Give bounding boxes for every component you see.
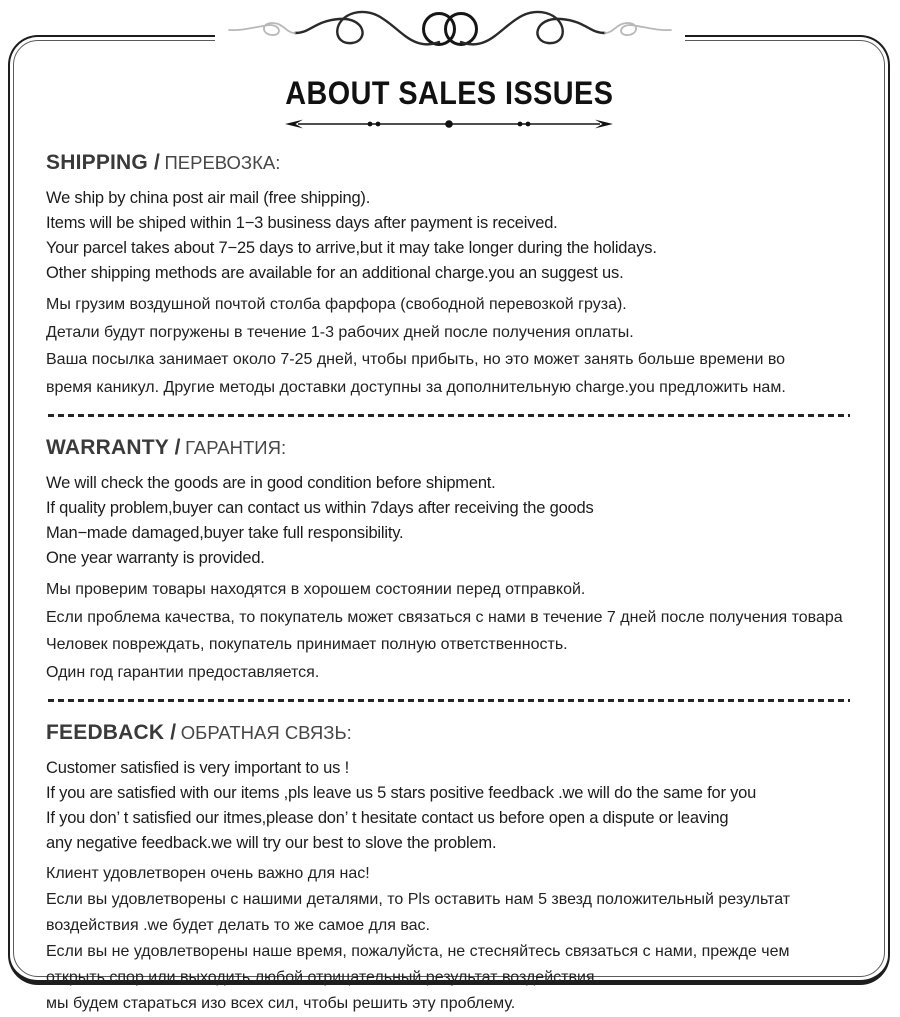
- text-line: Если вы удовлетворены с нашими деталями, то Pls оставить нам 5 звезд положительный результат: [46, 891, 791, 908]
- section-heading-warranty: [46, 435, 852, 463]
- page-title: ABOUT SALES ISSUES: [284, 75, 614, 111]
- text-line: Items will be shiped within 1−3 business days after payment is received.: [46, 214, 558, 232]
- text-line: Мы грузим воздушной почтой столба фарфора (свободной перевозкой груза).: [46, 296, 627, 313]
- ornamental-line-icon: [284, 116, 614, 132]
- text-line: открыть спор или выходить любой отрицательный результат воздействия.: [46, 969, 600, 986]
- heading-ru: ГАРАНТИЯ:: [185, 437, 287, 458]
- text-line: Детали будут погружены в течение 1-3 рабочих дней после получения оплаты.: [46, 323, 634, 341]
- text-line: any negative feedback.we will try our best to slove the problem.: [46, 834, 497, 852]
- section-warranty: [46, 435, 852, 686]
- section-shipping: [46, 150, 852, 401]
- text-line: If you are satisfied with our items ,pls leave us 5 stars positive feedback .we will do the same for you: [46, 784, 757, 802]
- text-line: Клиент удовлетворен очень важно для нас!: [46, 865, 370, 882]
- heading-ru: ПЕРЕВОЗКА:: [164, 152, 281, 173]
- text-line: время каникул. Другие методы доставки доступны за дополнительную charge.you предложить нам.: [46, 378, 786, 396]
- paragraph-ru: [46, 576, 852, 686]
- text-line: Customer satisfied is very important to us !: [46, 759, 349, 777]
- paragraph-en: [46, 186, 852, 286]
- dashed-divider: [48, 414, 850, 417]
- heading-ru: ОБРАТНАЯ СВЯЗЬ:: [180, 722, 352, 743]
- text-line: Ваша посылка занимает около 7-25 дней, чтобы прибыть, но это может занять больше времени во: [46, 351, 786, 368]
- text-line: Если проблема качества, то покупатель может связаться с нами в течение 7 дней после получения товара: [46, 608, 843, 626]
- section-heading-shipping: [46, 150, 852, 178]
- heading-en: WARRANTY /: [46, 436, 181, 459]
- document-frame: [8, 35, 890, 1012]
- paragraph-en: [46, 756, 852, 856]
- text-line: Если вы не удовлетворены наше время, пожалуйста, не стесняйтесь связаться с нами, прежде чем: [46, 943, 790, 960]
- title-divider: [46, 116, 852, 132]
- text-line: Man−made damaged,buyer take full responsibility.: [46, 524, 404, 542]
- document-content: [10, 37, 888, 1017]
- paragraph-en: [46, 471, 852, 571]
- text-line: If you don’ t satisfied our itmes,please don’ t hesitate contact us before open a dispute or leaving: [46, 809, 729, 827]
- text-line: Other shipping methods are available for an additional charge.you an suggest us.: [46, 264, 624, 282]
- section-feedback: [46, 720, 852, 1017]
- dashed-divider: [48, 699, 850, 702]
- section-heading-feedback: [46, 720, 852, 748]
- paragraph-ru: [46, 861, 852, 1017]
- text-line: We ship by china post air mail (free shipping).: [46, 189, 371, 207]
- flourish-ornament: [215, 2, 685, 60]
- text-line: Человек повреждать, покупатель принимает полную ответственность.: [46, 636, 568, 653]
- text-line: Один год гарантии предоставляется.: [46, 663, 320, 681]
- text-line: Мы проверим товары находятся в хорошем состоянии перед отправкой.: [46, 581, 586, 598]
- text-line: One year warranty is provided.: [46, 549, 265, 567]
- text-line: мы будем стараться изо всех сил, чтобы решить эту проблему.: [46, 995, 516, 1012]
- text-line: Your parcel takes about 7−25 days to arrive,but it may take longer during the holidays.: [46, 239, 657, 257]
- text-line: воздействия .we будет делать то же самое для вас.: [46, 917, 430, 934]
- text-line: If quality problem,buyer can contact us within 7days after receiving the goods: [46, 499, 594, 517]
- text-line: We will check the goods are in good condition before shipment.: [46, 474, 496, 492]
- heading-en: SHIPPING /: [46, 151, 161, 174]
- flourish-swirl-icon: [215, 2, 685, 60]
- heading-en: FEEDBACK /: [46, 721, 177, 744]
- paragraph-ru: [46, 291, 852, 401]
